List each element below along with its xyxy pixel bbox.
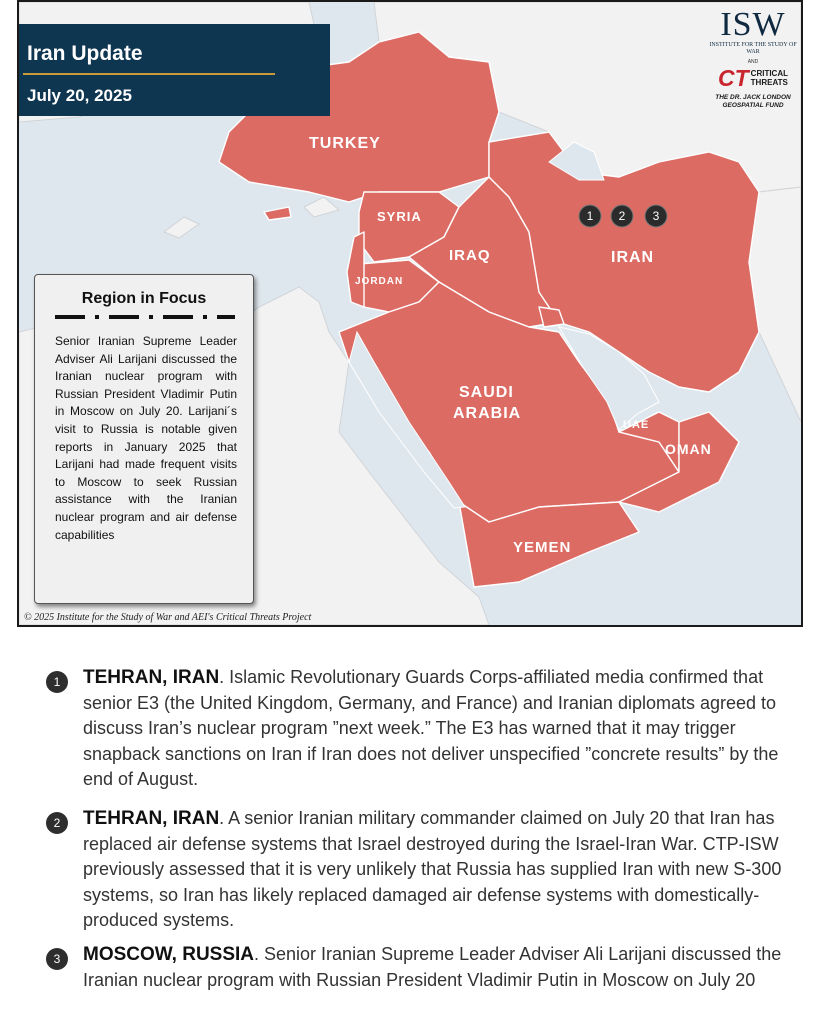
map-marker-3-label: 3 (652, 209, 660, 223)
ct-logo-line2: THREATS (750, 78, 788, 87)
label-iran: IRAN (611, 249, 655, 266)
map-frame (17, 0, 803, 627)
map-marker-3[interactable] (645, 205, 667, 227)
region-focus-title: Region in Focus (81, 290, 207, 307)
update-text (83, 806, 783, 934)
cyprus-shape (264, 207, 291, 220)
label-saudi-line2: ARABIA (453, 405, 522, 422)
label-oman: OMAN (665, 441, 712, 457)
logo-block (707, 8, 799, 126)
fund-line1: THE DR. JACK LONDON (715, 94, 791, 101)
label-saudi-line1: SAUDI (459, 384, 514, 401)
label-jordan: JORDAN (355, 276, 404, 287)
update-number-badge: 1 (46, 671, 68, 693)
label-syria: SYRIA (377, 209, 422, 224)
ct-logo-words (751, 69, 788, 87)
update-location: TEHRAN, IRAN (83, 808, 220, 829)
update-text (83, 942, 783, 993)
map-marker-2[interactable] (611, 205, 633, 227)
fund-line2: GEOSPATIAL FUND (722, 102, 784, 109)
fund-credit (707, 94, 799, 110)
title-divider (23, 73, 275, 75)
region-focus-divider (55, 315, 235, 319)
logo-and: AND (747, 59, 759, 65)
event-markers (579, 205, 667, 227)
page-date: July 20, 2025 (27, 86, 132, 105)
label-uae: UAE (623, 419, 650, 431)
title-box (19, 24, 330, 116)
ct-logo-mark: CT (718, 65, 749, 91)
map-marker-1[interactable] (579, 205, 601, 227)
update-number-badge: 3 (46, 948, 68, 970)
update-body: . A senior Iranian military commander claimed on July 20 that Iran has replaced air defense systems that Israel destroyed during the Israel-Iran War. CTP-ISW previously assessed that it is very unlikely that Russia has supplied Iran with new S-300 systems, so Iran has likely replaced damaged air defense systems with domestically-produced systems. (83, 808, 782, 930)
map-marker-2-label: 2 (618, 209, 626, 223)
israel-lebanon-shape (347, 232, 364, 307)
ct-logo (707, 66, 799, 90)
map-copyright: © 2025 Institute for the Study of War and AEI's Critical Threats Project (24, 612, 312, 623)
page-title: Iran Update (27, 42, 143, 65)
update-number-badge: 2 (46, 812, 68, 834)
ct-logo-line1: CRITICAL (750, 69, 788, 78)
update-location: TEHRAN, IRAN (83, 667, 220, 688)
map-marker-1-label: 1 (586, 209, 594, 223)
label-turkey: TURKEY (309, 135, 381, 152)
label-yemen: YEMEN (513, 539, 572, 556)
region-focus-box (34, 274, 254, 604)
update-location: MOSCOW, RUSSIA (83, 944, 255, 965)
update-body: . Islamic Revolutionary Guards Corps-affiliated media confirmed that senior E3 (the United Kingdom, Germany, and France) and Iranian diplomats agreed to discuss Iran’s nuclear program ”next week.” The E3 has warned that it may trigger snapback sanctions on Iran if Iran does not deliver unspecified ”concrete results” by the end of August. (83, 667, 779, 789)
label-iraq: IRAQ (449, 247, 491, 264)
update-text (83, 665, 783, 793)
update-body: . Senior Iranian Supreme Leader Adviser Ali Larijani discussed the Iranian nuclear program with Russian President Vladimir Putin in Moscow on July 20 (83, 944, 782, 990)
isw-logo-subtitle: INSTITUTE FOR THE STUDY OF WAR (709, 42, 797, 55)
region-focus-body: Senior Iranian Supreme Leader Adviser Ali Larijani discussed the Iranian nuclear program with Russian President Vladimir Putin in Moscow on July 20. Larijani´s visit to Russia is notable given reports in January 2025 that Larijani had made frequent visits to Moscow to seek Russian assistance with the Iranian nuclear program and air defense capabilities (55, 334, 237, 542)
isw-logo: ISW (720, 6, 786, 43)
